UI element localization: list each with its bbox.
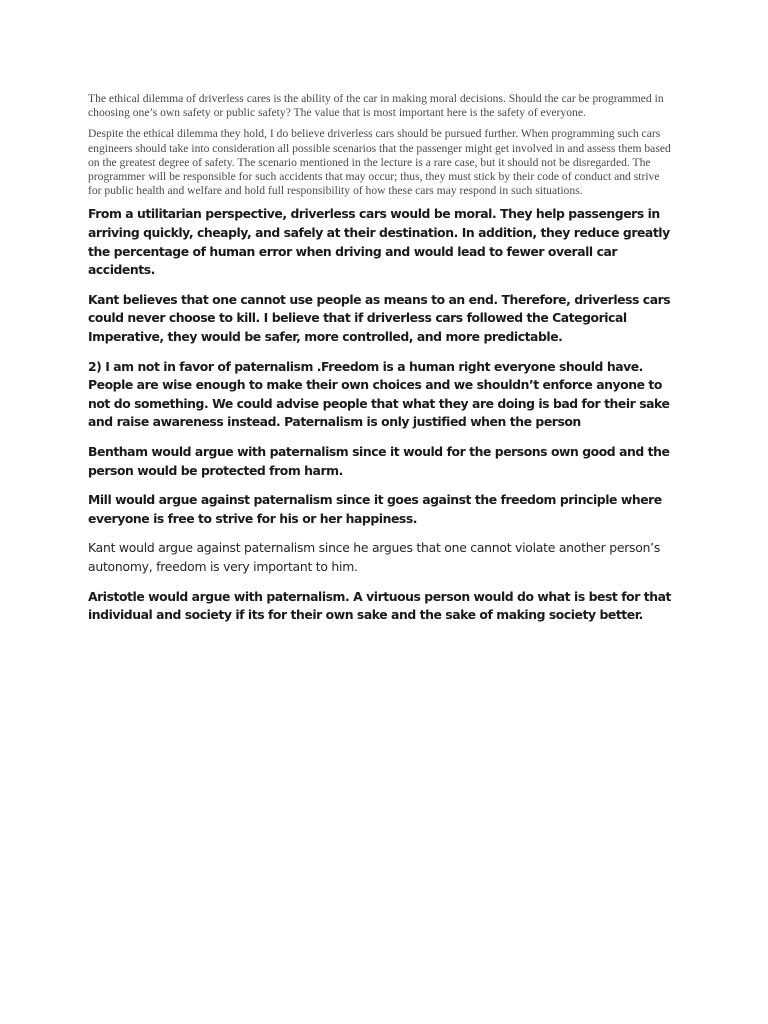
paragraph-paternalism: 2) I am not in favor of paternalism .Freedom is a human right everyone should have. People are wise enough to make their own choices and we shouldn’t enforce anyone to not do something. We could advise people that what they are doing is bad for their sake and raise awareness instead. Paternalism is only justified when the person [88,358,670,430]
paragraph-bentham: Bentham would argue with paternalism since it would for the persons own good and the person would be protected from harm. [88,443,670,478]
paragraph-mill: Mill would argue against paternalism since it goes against the freedom principle where everyone is free to strive for his or her happiness. [88,492,662,526]
paragraph-kant-paternalism: Kant would argue against paternalism since he argues that one cannot violate another person’s autonomy, freedom is very important to him. [88,540,661,574]
paragraph-ethical-dilemma: The ethical dilemma of driverless cares is the ability of the car in making moral decisions. Should the car be programmed in choosing one’s own safety or public safety? The value that is most important here is the safety of everyone. [88,92,664,120]
paragraph-pursue-driverless: Despite the ethical dilemma they hold, I do believe driverless cars should be pursued further. When programming such cars engineers should take into consideration all possible scenarios that the passenger might get involved in and assess them based on the greatest degree of safety. The scenario mentioned in the lecture is a rare case, but it should not be disregarded. The programmer will be responsible for such accidents that may occur; thus, they must stick by their code of conduct and strive for public health and welfare and hold full responsibility of how these cars may respond in such situations. [88,127,671,198]
paragraph-kant-driverless: Kant believes that one cannot use people as means to an end. Therefore, driverless cars could never choose to kill. I believe that if driverless cars followed the Categorical Imperative, they would be safer, more controlled, and more predictable. [88,291,671,344]
paragraph-utilitarian: From a utilitarian perspective, driverless cars would be moral. They help passengers in arriving quickly, cheaply, and safely at their destination. In addition, they reduce greatly the percentage of human error when driving and would lead to fewer overall car accidents. [88,206,670,278]
paragraph-aristotle: Aristotle would argue with paternalism. A virtuous person would do what is best for that individual and society if its for their own sake and the sake of making society better. [88,588,671,623]
document-page [88,92,672,636]
